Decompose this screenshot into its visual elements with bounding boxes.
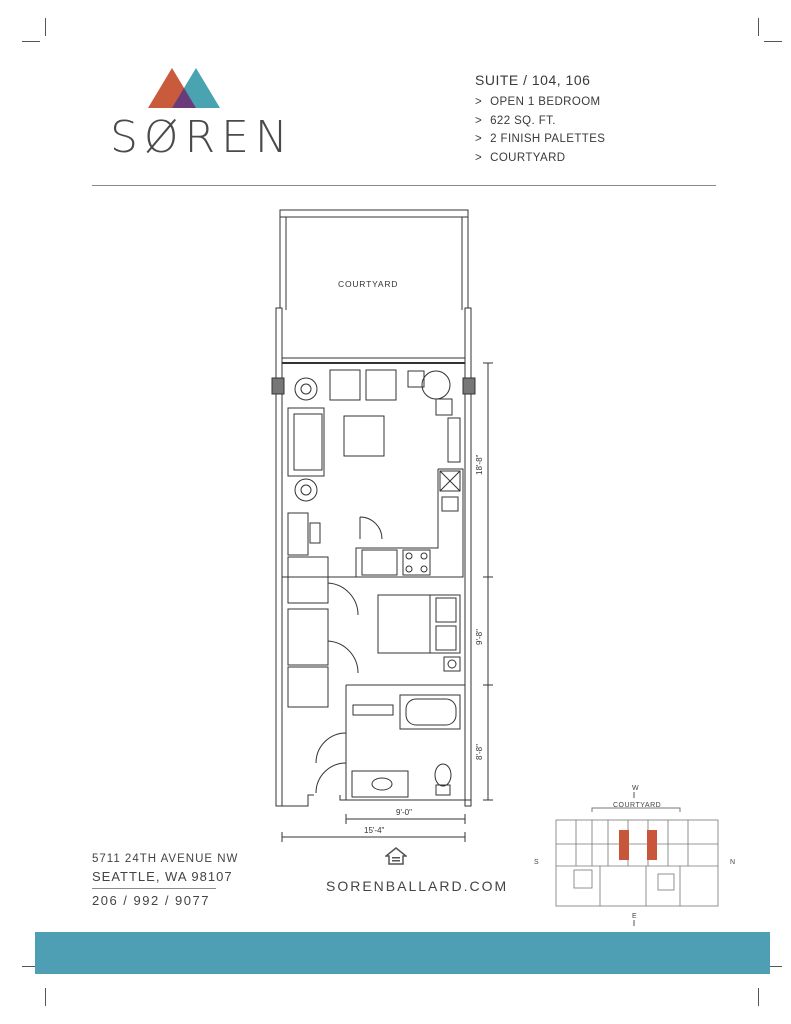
- brand-logo-icon: [148, 66, 222, 110]
- brand-name: SØREN: [110, 112, 294, 163]
- feature-item: > 622 SQ. FT.: [475, 114, 556, 127]
- key-south-label: S: [534, 859, 540, 866]
- address-line-2: SEATTLE, WA 98107: [92, 869, 233, 884]
- key-west-label: W: [632, 785, 640, 792]
- crop-mark: [758, 988, 759, 1006]
- feature-item: > OPEN 1 BEDROOM: [475, 96, 601, 108]
- key-north-label: N: [730, 859, 736, 866]
- address-divider: [92, 888, 216, 889]
- dim-living: 18'-8": [475, 454, 484, 475]
- crop-mark: [45, 988, 46, 1006]
- feature-item: > 2 FINISH PALETTES: [475, 133, 606, 146]
- address-line-1: 5711 24TH AVENUE NW: [92, 853, 239, 865]
- key-unit-highlight: [619, 830, 629, 860]
- crop-mark: [45, 18, 46, 36]
- crop-mark: [22, 41, 40, 42]
- floor-plan: [260, 205, 500, 855]
- website-link[interactable]: SORENBALLARD.COM: [326, 878, 509, 894]
- courtyard-label: COURTYARD: [338, 279, 399, 289]
- key-courtyard-label: COURTYARD: [613, 802, 662, 809]
- equal-housing-icon: [385, 847, 407, 867]
- dim-inner-width: 9'-0": [396, 808, 412, 817]
- feature-list: [475, 93, 605, 167]
- key-plan: [530, 782, 742, 928]
- footer-band: [35, 932, 770, 974]
- crop-mark: [758, 18, 759, 36]
- dim-bath: 8'-8": [475, 744, 484, 760]
- phone-number: 206 / 992 / 9077: [92, 893, 210, 908]
- header-divider: [92, 185, 716, 186]
- key-east-label: E: [632, 913, 638, 920]
- suite-title: SUITE / 104, 106: [475, 72, 591, 88]
- crop-mark: [764, 41, 782, 42]
- key-unit-highlight: [647, 830, 657, 860]
- feature-item: > COURTYARD: [475, 151, 566, 164]
- dim-total-width: 15'-4": [364, 826, 385, 835]
- dim-bedroom: 9'-8": [475, 629, 484, 645]
